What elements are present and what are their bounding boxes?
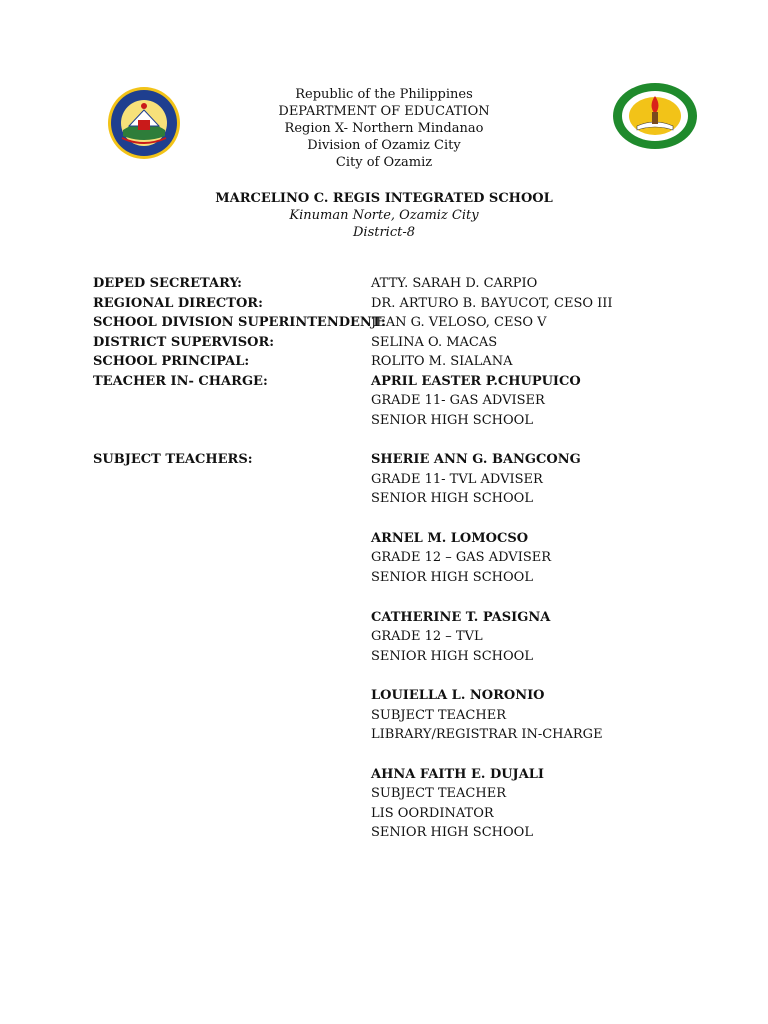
- detail-line: SENIOR HIGH SCHOOL: [371, 412, 533, 428]
- subject-teachers-label: SUBJECT TEACHERS:: [93, 452, 253, 467]
- header-block: [0, 86, 768, 171]
- detail-line: LIBRARY/REGISTRAR IN-CHARGE: [371, 727, 603, 742]
- school-block: [0, 190, 768, 241]
- detail-line: LIS OORDINATOR: [371, 805, 494, 821]
- school-district: District-8: [352, 225, 416, 240]
- official-value: ATTY. SARAH D. CARPIO: [371, 276, 538, 291]
- header-line-division: Division of Ozamiz City: [307, 138, 461, 153]
- teacher-name: ARNEL M. LOMOCSO: [371, 530, 529, 546]
- official-label: DISTRICT SUPERVISOR:: [93, 334, 275, 350]
- official-label: REGIONAL DIRECTOR:: [93, 295, 263, 311]
- detail-line: SENIOR HIGH SCHOOL: [371, 569, 533, 585]
- school-name: MARCELINO C. REGIS INTEGRATED SCHOOL: [215, 191, 553, 206]
- header-line-region: Region X- Northern Mindanao: [284, 121, 484, 136]
- teacher-name: AHNA FAITH E. DUJALI: [371, 766, 545, 782]
- header-line-city: City of Ozamiz: [335, 155, 433, 170]
- official-value: ROLITO M. SIALANA: [371, 354, 513, 369]
- detail-line: SENIOR HIGH SCHOOL: [371, 648, 533, 664]
- official-value: DR. ARTURO B. BAYUCOT, CESO III: [371, 295, 613, 311]
- header-line-department: DEPARTMENT OF EDUCATION: [278, 104, 490, 119]
- detail-line: GRADE 12 – TVL: [371, 629, 483, 644]
- official-label: DEPED SECRETARY:: [93, 276, 242, 291]
- teacher-name: CATHERINE T. PASIGNA: [371, 609, 551, 625]
- official-value: JEAN G. VELOSO, CESO V: [371, 315, 547, 330]
- teacher-name: LOUIELLA L. NORONIO: [371, 688, 545, 703]
- detail-line: GRADE 11- GAS ADVISER: [371, 393, 545, 408]
- school-address: Kinuman Norte, Ozamiz City: [289, 208, 479, 223]
- official-value: SELINA O. MACAS: [371, 334, 498, 350]
- teacher-name: SHERIE ANN G. BANGCONG: [371, 452, 581, 467]
- detail-line: GRADE 11- TVL ADVISER: [371, 471, 543, 487]
- official-value: APRIL EASTER P.CHUPUICO: [371, 373, 581, 389]
- header-line-republic: Republic of the Philippines: [295, 87, 473, 102]
- detail-line: SUBJECT TEACHER: [371, 707, 506, 723]
- official-label: SCHOOL DIVISION SUPERINTENDENT:: [93, 315, 386, 330]
- official-label: TEACHER IN- CHARGE:: [93, 373, 268, 389]
- detail-line: SUBJECT TEACHER: [371, 786, 506, 801]
- detail-line: SENIOR HIGH SCHOOL: [371, 491, 533, 506]
- detail-line: SENIOR HIGH SCHOOL: [371, 825, 533, 840]
- official-label: SCHOOL PRINCIPAL:: [93, 354, 250, 369]
- detail-line: GRADE 12 – GAS ADVISER: [371, 550, 552, 565]
